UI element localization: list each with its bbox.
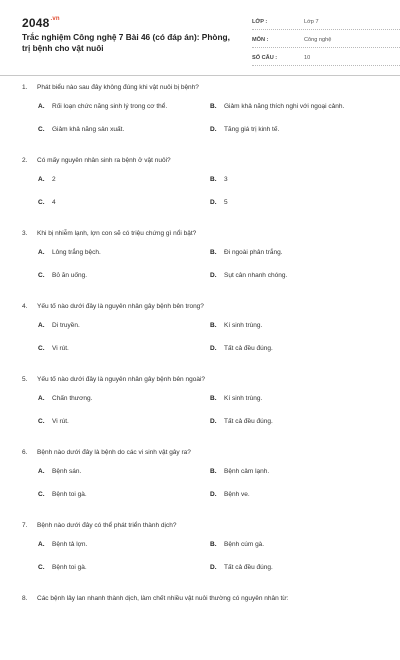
document-title: Trắc nghiệm Công nghệ 7 Bài 46 (có đáp án): Phòng, trị bệnh cho vật nuôi bbox=[22, 32, 230, 53]
question-item bbox=[22, 368, 382, 441]
option-label: D. bbox=[210, 491, 217, 498]
answer-option[interactable] bbox=[38, 199, 56, 206]
option-text: Chấn thương. bbox=[52, 395, 93, 402]
option-text: Bệnh ve. bbox=[224, 491, 250, 498]
option-label: C. bbox=[38, 491, 45, 498]
meta-row-class bbox=[252, 14, 400, 30]
option-label: C. bbox=[38, 345, 45, 352]
question-prompt: Các bệnh lây lan nhanh thành dịch, làm chết nhiều vật nuôi thường có nguyên nhân từ: bbox=[37, 595, 289, 602]
meta-row-count bbox=[252, 50, 400, 66]
answer-option[interactable] bbox=[38, 176, 56, 183]
option-label: D. bbox=[210, 345, 217, 352]
option-label: A. bbox=[38, 468, 45, 475]
answer-option[interactable] bbox=[210, 491, 250, 498]
option-label: A. bbox=[38, 103, 45, 110]
option-label: B. bbox=[210, 468, 217, 475]
option-label: C. bbox=[38, 272, 45, 279]
option-label: D. bbox=[210, 418, 217, 425]
option-text: Bỏ ăn uống. bbox=[52, 272, 88, 279]
question-prompt: Phát biểu nào sau đây không đúng khi vật nuôi bị bệnh? bbox=[37, 84, 199, 91]
meta-key: SỐ CÂU : bbox=[252, 55, 278, 61]
answer-option[interactable] bbox=[38, 103, 167, 110]
answer-option[interactable] bbox=[38, 272, 87, 279]
answer-option[interactable] bbox=[210, 418, 273, 425]
question-list bbox=[22, 76, 382, 660]
question-item bbox=[22, 76, 382, 149]
answer-option[interactable] bbox=[38, 468, 81, 475]
meta-row-subject bbox=[252, 32, 400, 48]
question-prompt: Yếu tố nào dưới đây là nguyên nhân gây bệnh bên ngoài? bbox=[37, 376, 205, 383]
question-number: 2. bbox=[22, 157, 28, 164]
answer-option[interactable] bbox=[210, 345, 273, 352]
question-text bbox=[22, 376, 205, 383]
answer-option[interactable] bbox=[210, 126, 279, 133]
answer-option[interactable] bbox=[210, 468, 269, 475]
question-prompt: Bệnh nào dưới đây có thể phát triển thành dịch? bbox=[37, 522, 177, 529]
option-text: Tất cả đều đúng. bbox=[224, 564, 273, 571]
site-logo[interactable] bbox=[22, 16, 60, 30]
answer-option[interactable] bbox=[38, 345, 69, 352]
option-label: C. bbox=[38, 564, 45, 571]
answer-option[interactable] bbox=[38, 126, 124, 133]
option-text: Bệnh cúm gà. bbox=[224, 541, 265, 548]
option-label: C. bbox=[38, 199, 45, 206]
meta-value: Lớp 7 bbox=[304, 19, 319, 25]
meta-key: MÔN : bbox=[252, 37, 269, 43]
question-prompt: Có mấy nguyên nhân sinh ra bệnh ở vật nuôi? bbox=[37, 157, 171, 164]
question-number: 8. bbox=[22, 595, 28, 602]
option-text: Tất cả đều đúng. bbox=[224, 345, 273, 352]
option-label: C. bbox=[38, 418, 45, 425]
option-label: D. bbox=[210, 272, 217, 279]
answer-option[interactable] bbox=[210, 564, 273, 571]
option-text: Kí sinh trùng. bbox=[224, 395, 263, 402]
option-label: B. bbox=[210, 395, 217, 402]
question-text bbox=[22, 595, 288, 602]
logo-main: 2048 bbox=[22, 16, 50, 30]
question-text bbox=[22, 157, 171, 164]
answer-option[interactable] bbox=[38, 249, 101, 256]
option-text: 3 bbox=[224, 176, 228, 183]
document-header bbox=[22, 14, 378, 66]
option-text: Vi rút. bbox=[52, 345, 69, 352]
option-label: B. bbox=[210, 176, 217, 183]
option-text: Bệnh toi gà. bbox=[52, 564, 87, 571]
answer-option[interactable] bbox=[210, 395, 262, 402]
answer-option[interactable] bbox=[38, 418, 69, 425]
answer-option[interactable] bbox=[210, 249, 283, 256]
option-text: Bệnh cảm lạnh. bbox=[224, 468, 270, 475]
option-text: Bệnh tả lợn. bbox=[52, 541, 88, 548]
question-number: 5. bbox=[22, 376, 28, 383]
answer-option[interactable] bbox=[38, 541, 87, 548]
option-label: D. bbox=[210, 564, 217, 571]
answer-option[interactable] bbox=[210, 176, 228, 183]
answer-option[interactable] bbox=[38, 395, 92, 402]
meta-value: 10 bbox=[304, 55, 311, 61]
answer-option[interactable] bbox=[38, 322, 80, 329]
question-number: 3. bbox=[22, 230, 28, 237]
option-text: Kí sinh trùng. bbox=[224, 322, 263, 329]
question-prompt: Yếu tố nào dưới đây là nguyên nhân gây bệnh bên trong? bbox=[37, 303, 204, 310]
option-label: B. bbox=[210, 322, 217, 329]
answer-option[interactable] bbox=[38, 564, 87, 571]
option-label: A. bbox=[38, 541, 45, 548]
option-label: C. bbox=[38, 126, 45, 133]
question-number: 1. bbox=[22, 84, 28, 91]
option-text: Di truyền. bbox=[52, 322, 80, 329]
question-number: 7. bbox=[22, 522, 28, 529]
question-text bbox=[22, 303, 204, 310]
option-label: A. bbox=[38, 249, 45, 256]
question-item bbox=[22, 587, 382, 660]
option-label: A. bbox=[38, 322, 45, 329]
option-label: D. bbox=[210, 126, 217, 133]
question-text bbox=[22, 84, 199, 91]
question-item bbox=[22, 222, 382, 295]
option-text: 5 bbox=[224, 199, 228, 206]
question-text bbox=[22, 449, 191, 456]
option-label: B. bbox=[210, 249, 217, 256]
answer-option[interactable] bbox=[38, 491, 87, 498]
option-text: 2 bbox=[52, 176, 56, 183]
option-text: Rối loạn chức năng sinh lý trong cơ thể. bbox=[52, 103, 168, 110]
option-text: Tất cả đều đúng. bbox=[224, 418, 273, 425]
question-number: 4. bbox=[22, 303, 28, 310]
answer-option[interactable] bbox=[210, 322, 262, 329]
option-text: Bệnh toi gà. bbox=[52, 491, 87, 498]
option-label: B. bbox=[210, 103, 217, 110]
question-text bbox=[22, 230, 196, 237]
option-label: B. bbox=[210, 541, 217, 548]
answer-option[interactable] bbox=[210, 541, 264, 548]
question-item bbox=[22, 149, 382, 222]
logo-suffix: .vn bbox=[50, 16, 60, 22]
question-item bbox=[22, 514, 382, 587]
answer-option[interactable] bbox=[210, 199, 228, 206]
option-label: A. bbox=[38, 395, 45, 402]
answer-option[interactable] bbox=[210, 103, 344, 110]
option-text: Giảm khả năng sản xuất. bbox=[52, 126, 125, 133]
question-prompt: Bệnh nào dưới đây là bệnh do các vi sinh vật gây ra? bbox=[37, 449, 191, 456]
meta-key: LỚP : bbox=[252, 19, 268, 25]
option-text: Tăng giá trị kinh tế. bbox=[224, 126, 280, 133]
option-text: Lông trắng bệch. bbox=[52, 249, 101, 256]
question-item bbox=[22, 441, 382, 514]
option-text: Sụt cân nhanh chóng. bbox=[224, 272, 288, 279]
question-item bbox=[22, 295, 382, 368]
question-text bbox=[22, 522, 176, 529]
document-meta bbox=[252, 14, 400, 68]
question-prompt: Khi bị nhiễm lạnh, lợn con sẽ có triệu chứng gì nổi bật? bbox=[37, 230, 197, 237]
question-number: 6. bbox=[22, 449, 28, 456]
option-text: Bệnh sán. bbox=[52, 468, 82, 475]
option-text: 4 bbox=[52, 199, 56, 206]
option-text: Đi ngoài phân trắng. bbox=[224, 249, 283, 256]
option-label: D. bbox=[210, 199, 217, 206]
option-text: Giảm khả năng thích nghi với ngoại cảnh. bbox=[224, 103, 345, 110]
answer-option[interactable] bbox=[210, 272, 287, 279]
meta-value: Công nghệ bbox=[304, 37, 332, 43]
option-text: Vi rút. bbox=[52, 418, 69, 425]
option-label: A. bbox=[38, 176, 45, 183]
